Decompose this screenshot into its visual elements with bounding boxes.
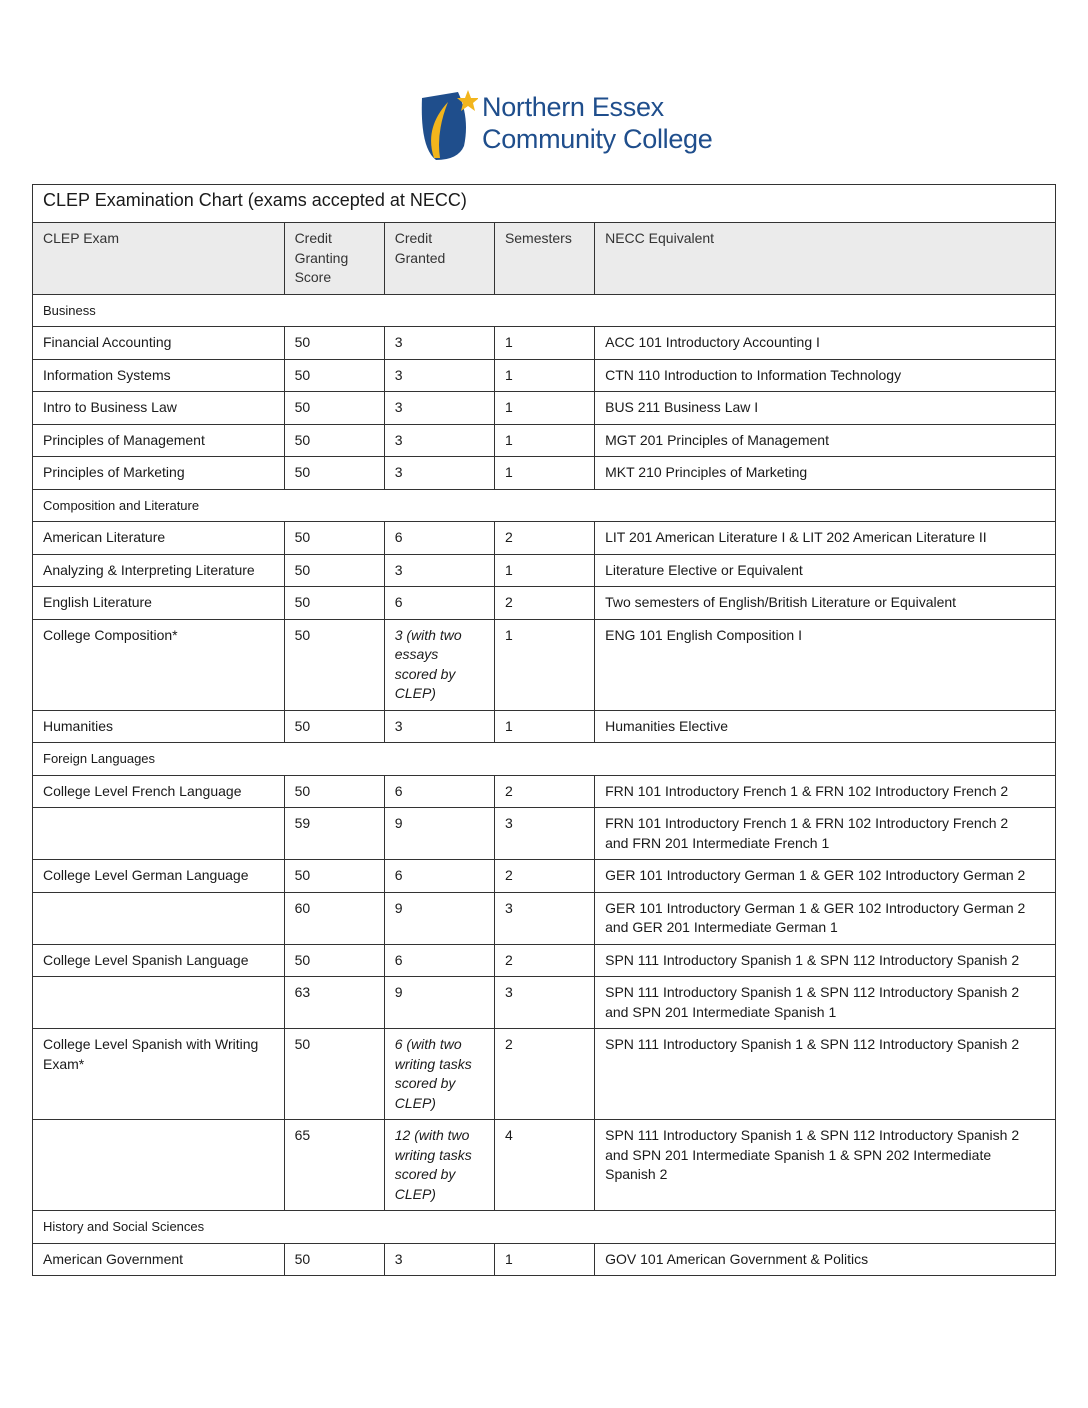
credit-cell: 6 (with two writing tasks scored by CLEP) <box>384 1029 494 1120</box>
exam-cell: American Literature <box>33 522 285 555</box>
semesters-cell: 1 <box>494 359 594 392</box>
score-cell: 50 <box>284 522 384 555</box>
section-row <box>33 1211 1056 1244</box>
equivalent-cell: GOV 101 American Government & Politics <box>595 1243 1056 1276</box>
score-cell: 65 <box>284 1120 384 1211</box>
equivalent-cell: Humanities Elective <box>595 710 1056 743</box>
credit-cell: 3 (with two essays scored by CLEP) <box>384 619 494 710</box>
equivalent-cell: GER 101 Introductory German 1 & GER 102 Introductory German 2 and GER 201 Intermediate German 1 <box>595 892 1056 944</box>
equivalent-cell: CTN 110 Introduction to Information Technology <box>595 359 1056 392</box>
header-semesters: Semesters <box>494 223 594 295</box>
equivalent-cell: SPN 111 Introductory Spanish 1 & SPN 112 Introductory Spanish 2 and SPN 201 Intermediate Spanish 1 & SPN 202 Intermediate Spanish 2 <box>595 1120 1056 1211</box>
exam-cell <box>33 977 285 1029</box>
exam-cell: College Level Spanish with Writing Exam* <box>33 1029 285 1120</box>
equivalent-cell: MKT 210 Principles of Marketing <box>595 457 1056 490</box>
credit-cell: 9 <box>384 808 494 860</box>
table-row <box>33 619 1056 710</box>
equivalent-cell: Literature Elective or Equivalent <box>595 554 1056 587</box>
semesters-cell: 1 <box>494 554 594 587</box>
semesters-cell: 1 <box>494 457 594 490</box>
table-row <box>33 892 1056 944</box>
exam-cell: College Composition* <box>33 619 285 710</box>
table-row <box>33 392 1056 425</box>
semesters-cell: 3 <box>494 977 594 1029</box>
exam-cell <box>33 892 285 944</box>
score-cell: 59 <box>284 808 384 860</box>
table-row <box>33 587 1056 620</box>
semesters-cell: 1 <box>494 327 594 360</box>
semesters-cell: 2 <box>494 775 594 808</box>
exam-cell: Analyzing & Interpreting Literature <box>33 554 285 587</box>
table-row <box>33 457 1056 490</box>
exam-cell: English Literature <box>33 587 285 620</box>
credit-cell: 9 <box>384 892 494 944</box>
score-cell: 50 <box>284 619 384 710</box>
shield-star-icon <box>418 88 478 163</box>
semesters-cell: 1 <box>494 710 594 743</box>
table-row <box>33 1243 1056 1276</box>
score-cell: 60 <box>284 892 384 944</box>
header-credit-granted: Credit Granted <box>384 223 494 295</box>
table-title: CLEP Examination Chart (exams accepted at NECC) <box>33 185 1056 223</box>
score-cell: 50 <box>284 327 384 360</box>
table-row <box>33 327 1056 360</box>
score-cell: 50 <box>284 1029 384 1120</box>
exam-cell: Information Systems <box>33 359 285 392</box>
equivalent-cell: SPN 111 Introductory Spanish 1 & SPN 112 Introductory Spanish 2 <box>595 1029 1056 1120</box>
score-cell: 50 <box>284 359 384 392</box>
header-necc-equivalent: NECC Equivalent <box>595 223 1056 295</box>
score-cell: 50 <box>284 587 384 620</box>
exam-cell: American Government <box>33 1243 285 1276</box>
semesters-cell: 4 <box>494 1120 594 1211</box>
score-cell: 63 <box>284 977 384 1029</box>
exam-cell: College Level Spanish Language <box>33 944 285 977</box>
credit-cell: 3 <box>384 554 494 587</box>
exam-cell: Principles of Marketing <box>33 457 285 490</box>
exam-cell: College Level French Language <box>33 775 285 808</box>
equivalent-cell: Two semesters of English/British Literature or Equivalent <box>595 587 1056 620</box>
table-header-row <box>33 223 1056 295</box>
logo-line-1: Northern Essex <box>482 92 664 122</box>
credit-cell: 3 <box>384 327 494 360</box>
header-credit-granting-score: Credit Granting Score <box>284 223 384 295</box>
section-languages: Foreign Languages <box>33 743 1056 776</box>
score-cell: 50 <box>284 457 384 490</box>
semesters-cell: 1 <box>494 619 594 710</box>
credit-cell: 3 <box>384 359 494 392</box>
exam-cell: Financial Accounting <box>33 327 285 360</box>
equivalent-cell: GER 101 Introductory German 1 & GER 102 Introductory German 2 <box>595 860 1056 893</box>
semesters-cell: 1 <box>494 424 594 457</box>
semesters-cell: 2 <box>494 587 594 620</box>
credit-cell: 3 <box>384 424 494 457</box>
score-cell: 50 <box>284 392 384 425</box>
semesters-cell: 3 <box>494 808 594 860</box>
credit-cell: 6 <box>384 944 494 977</box>
table-title-row <box>33 185 1056 223</box>
equivalent-cell: ENG 101 English Composition I <box>595 619 1056 710</box>
section-history: History and Social Sciences <box>33 1211 1056 1244</box>
credit-cell: 3 <box>384 1243 494 1276</box>
table-row <box>33 554 1056 587</box>
table-row <box>33 1029 1056 1120</box>
logo-line-2: Community College <box>482 124 713 154</box>
score-cell: 50 <box>284 860 384 893</box>
exam-cell <box>33 1120 285 1211</box>
credit-cell: 12 (with two writing tasks scored by CLEP) <box>384 1120 494 1211</box>
table-row <box>33 944 1056 977</box>
equivalent-cell: LIT 201 American Literature I & LIT 202 American Literature II <box>595 522 1056 555</box>
credit-cell: 6 <box>384 860 494 893</box>
semesters-cell: 2 <box>494 1029 594 1120</box>
score-cell: 50 <box>284 944 384 977</box>
credit-cell: 9 <box>384 977 494 1029</box>
table-row <box>33 359 1056 392</box>
credit-cell: 3 <box>384 392 494 425</box>
credit-cell: 3 <box>384 457 494 490</box>
credit-cell: 6 <box>384 775 494 808</box>
table-row <box>33 1120 1056 1211</box>
table-row <box>33 775 1056 808</box>
score-cell: 50 <box>284 554 384 587</box>
table-row <box>33 860 1056 893</box>
equivalent-cell: SPN 111 Introductory Spanish 1 & SPN 112 Introductory Spanish 2 <box>595 944 1056 977</box>
exam-cell: College Level German Language <box>33 860 285 893</box>
credit-cell: 6 <box>384 522 494 555</box>
section-row <box>33 743 1056 776</box>
equivalent-cell: SPN 111 Introductory Spanish 1 & SPN 112 Introductory Spanish 2 and SPN 201 Intermediate Spanish 1 <box>595 977 1056 1029</box>
semesters-cell: 2 <box>494 944 594 977</box>
equivalent-cell: FRN 101 Introductory French 1 & FRN 102 Introductory French 2 and FRN 201 Intermediate French 1 <box>595 808 1056 860</box>
semesters-cell: 3 <box>494 892 594 944</box>
section-row <box>33 294 1056 327</box>
table-row <box>33 977 1056 1029</box>
semesters-cell: 2 <box>494 860 594 893</box>
score-cell: 50 <box>284 424 384 457</box>
header-clep-exam: CLEP Exam <box>33 223 285 295</box>
table-row <box>33 522 1056 555</box>
exam-cell <box>33 808 285 860</box>
exam-cell: Humanities <box>33 710 285 743</box>
equivalent-cell: ACC 101 Introductory Accounting I <box>595 327 1056 360</box>
score-cell: 50 <box>284 775 384 808</box>
section-business: Business <box>33 294 1056 327</box>
semesters-cell: 1 <box>494 392 594 425</box>
section-row <box>33 489 1056 522</box>
credit-cell: 6 <box>384 587 494 620</box>
semesters-cell: 1 <box>494 1243 594 1276</box>
score-cell: 50 <box>284 1243 384 1276</box>
exam-cell: Intro to Business Law <box>33 392 285 425</box>
section-composition: Composition and Literature <box>33 489 1056 522</box>
college-logo <box>418 88 713 163</box>
equivalent-cell: BUS 211 Business Law I <box>595 392 1056 425</box>
credit-cell: 3 <box>384 710 494 743</box>
clep-chart-table <box>32 184 1056 1276</box>
table-row <box>33 808 1056 860</box>
score-cell: 50 <box>284 710 384 743</box>
table-row <box>33 424 1056 457</box>
table-row <box>33 710 1056 743</box>
equivalent-cell: FRN 101 Introductory French 1 & FRN 102 Introductory French 2 <box>595 775 1056 808</box>
equivalent-cell: MGT 201 Principles of Management <box>595 424 1056 457</box>
exam-cell: Principles of Management <box>33 424 285 457</box>
semesters-cell: 2 <box>494 522 594 555</box>
